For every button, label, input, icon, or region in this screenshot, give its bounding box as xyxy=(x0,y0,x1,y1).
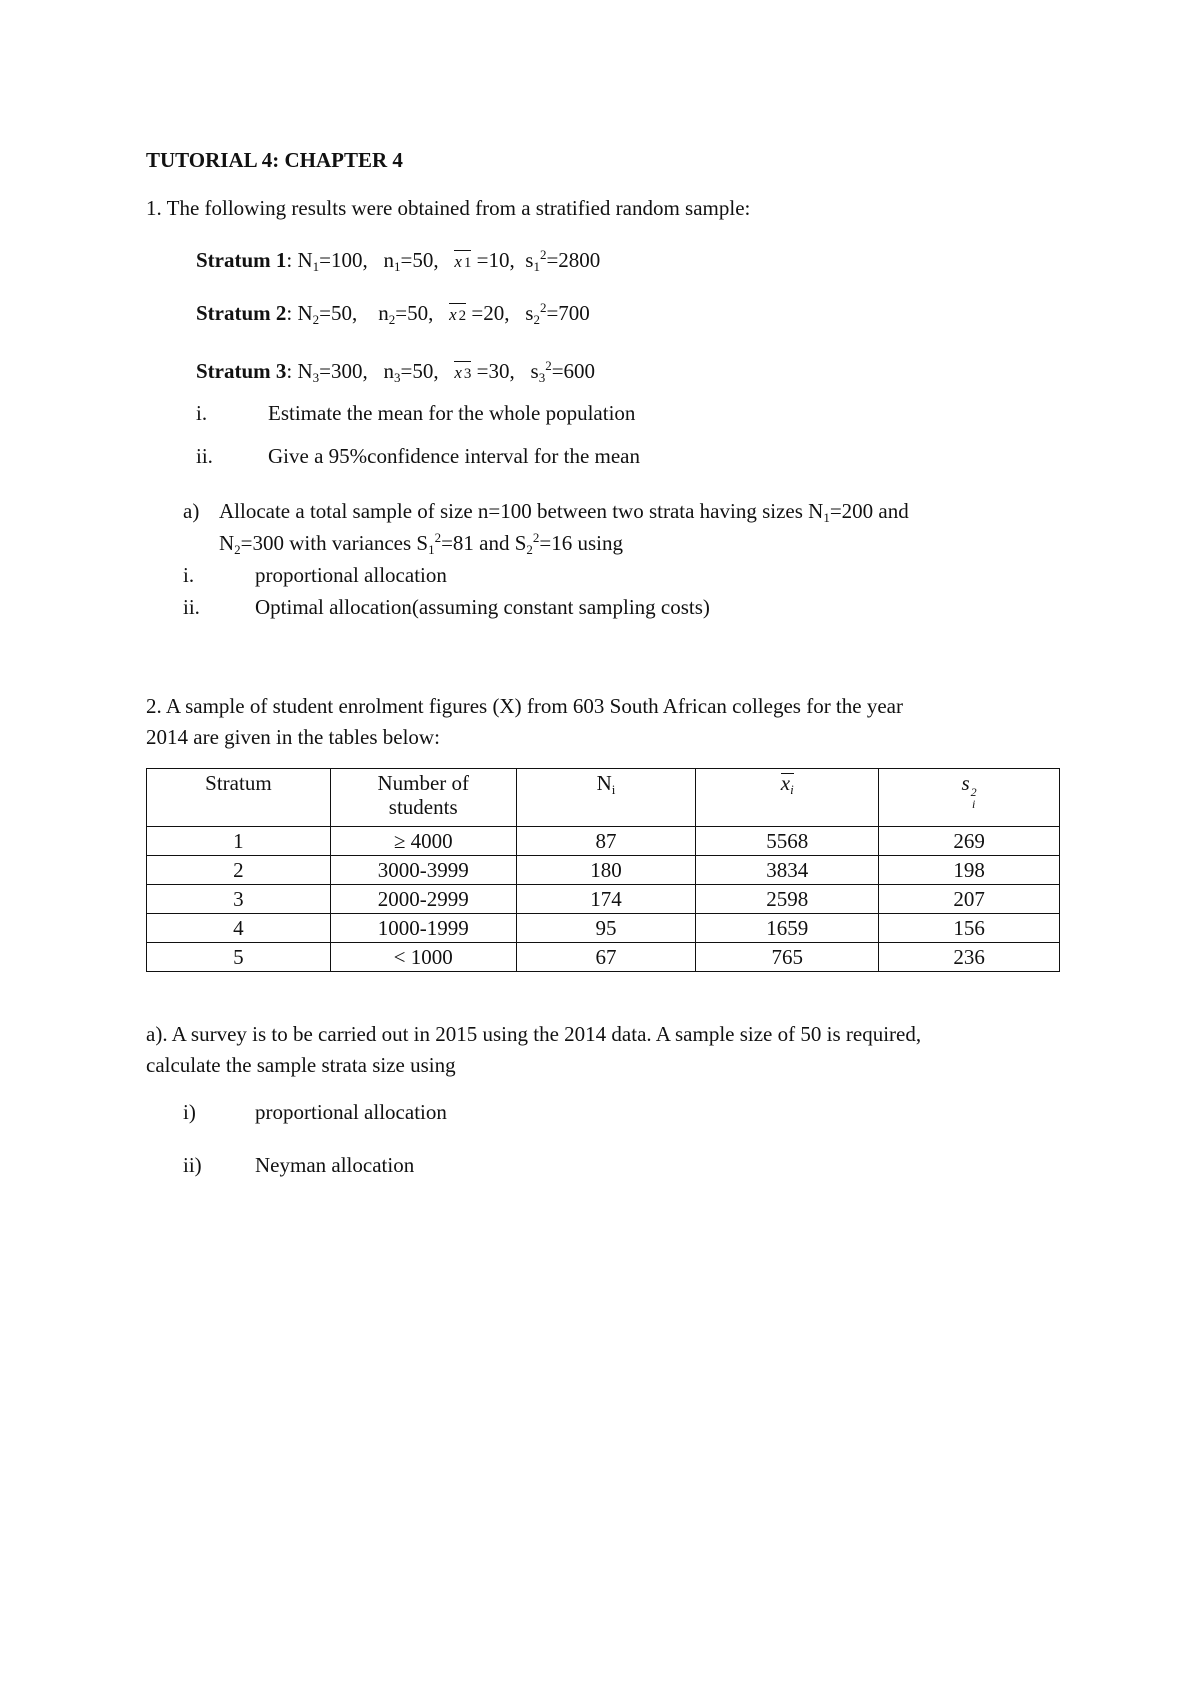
q1a-label: a) xyxy=(183,499,200,523)
q1a-line1: Allocate a total sample of size n=100 between two strata having sizes $N_1=200$ and xyxy=(219,499,909,525)
q1-part-ii-text: Give a 95%confidence interval for the mean xyxy=(268,444,641,468)
table-row xyxy=(147,827,1060,856)
cell-students: 2000-2999 xyxy=(330,885,516,914)
xbar-symbol: x 2 xyxy=(449,305,467,324)
table-row xyxy=(147,914,1060,943)
cell-xbar: 5568 xyxy=(696,827,879,856)
q2a-part-ii-text: Neyman allocation xyxy=(255,1153,415,1177)
q1a-line2: $N_2=300$ with variances $S_1^2=81$ and $S_2^2=16$ using xyxy=(219,530,624,557)
q1a-part-i-num: i. xyxy=(183,563,195,587)
stratum-2-line: Stratum 2: $N_2=50$, $n_2=50$, x 2 =20, $s_2^2=700$ xyxy=(196,300,590,327)
cell-xbar: 2598 xyxy=(696,885,879,914)
cell-Ni: 174 xyxy=(516,885,696,914)
cell-s2: 156 xyxy=(879,914,1060,943)
q1a-part-ii-num: ii. xyxy=(183,595,200,619)
header-number-of-students: Number of students xyxy=(330,769,516,827)
cell-xbar: 3834 xyxy=(696,856,879,885)
q2a-part-ii-num: ii) xyxy=(183,1153,202,1177)
enrolment-table xyxy=(146,768,1060,972)
q2-line2: 2014 are given in the tables below: xyxy=(146,725,440,749)
q2a-part-i-num: i) xyxy=(183,1100,196,1124)
header-s2-i: s 2 i xyxy=(879,769,1060,827)
cell-s2: 236 xyxy=(879,943,1060,972)
cell-students: < 1000 xyxy=(330,943,516,972)
q1a-part-ii-text: Optimal allocation(assuming constant sampling costs) xyxy=(255,595,710,619)
q1-part-ii-num: ii. xyxy=(196,444,213,468)
table-row xyxy=(147,856,1060,885)
stratum-3-label: Stratum 3 xyxy=(196,359,287,383)
header-stratum: Stratum xyxy=(147,769,331,827)
q1a-part-i-text: proportional allocation xyxy=(255,563,447,587)
cell-Ni: 95 xyxy=(516,914,696,943)
cell-xbar: 765 xyxy=(696,943,879,972)
q1-part-i-num: i. xyxy=(196,401,208,425)
q1-part-i-text: Estimate the mean for the whole population xyxy=(268,401,636,425)
cell-Ni: 180 xyxy=(516,856,696,885)
header-Ni: $N_i$ xyxy=(516,769,696,827)
cell-students: 3000-3999 xyxy=(330,856,516,885)
cell-stratum: 5 xyxy=(147,943,331,972)
cell-s2: 198 xyxy=(879,856,1060,885)
cell-students: 1000-1999 xyxy=(330,914,516,943)
header-xbar-i: xi xyxy=(696,769,879,827)
q2a-line1: a). A survey is to be carried out in 2015 using the 2014 data. A sample size of 50 is required, xyxy=(146,1022,922,1046)
stratum-3-line: Stratum 3: $N_3=300$, $n_3=50$, x 3 =30, $s_3^2=600$ xyxy=(196,358,596,385)
page-title: TUTORIAL 4: CHAPTER 4 xyxy=(146,148,403,172)
q2-line1: 2. A sample of student enrolment figures (X) from 603 South African colleges for the year xyxy=(146,694,903,718)
xbar-symbol: x 3 xyxy=(454,363,472,382)
cell-stratum: 2 xyxy=(147,856,331,885)
stratum-1-line: Stratum 1: $N_1=100$, $n_1=50$, x 1 =10, $s_1^2=2800$ xyxy=(196,247,601,274)
cell-stratum: 4 xyxy=(147,914,331,943)
cell-s2: 269 xyxy=(879,827,1060,856)
stratum-1-label: Stratum 1 xyxy=(196,248,287,272)
cell-s2: 207 xyxy=(879,885,1060,914)
cell-students: ≥ 4000 xyxy=(330,827,516,856)
cell-Ni: 87 xyxy=(516,827,696,856)
table-row xyxy=(147,885,1060,914)
table-row xyxy=(147,943,1060,972)
q2a-part-i-text: proportional allocation xyxy=(255,1100,447,1124)
cell-xbar: 1659 xyxy=(696,914,879,943)
cell-stratum: 3 xyxy=(147,885,331,914)
cell-stratum: 1 xyxy=(147,827,331,856)
table-header-row xyxy=(147,769,1060,827)
stratum-2-label: Stratum 2 xyxy=(196,301,287,325)
cell-Ni: 67 xyxy=(516,943,696,972)
xbar-symbol: x 1 xyxy=(454,252,472,271)
q2a-line2: calculate the sample strata size using xyxy=(146,1053,456,1077)
q1-intro: 1. The following results were obtained from a stratified random sample: xyxy=(146,196,751,220)
